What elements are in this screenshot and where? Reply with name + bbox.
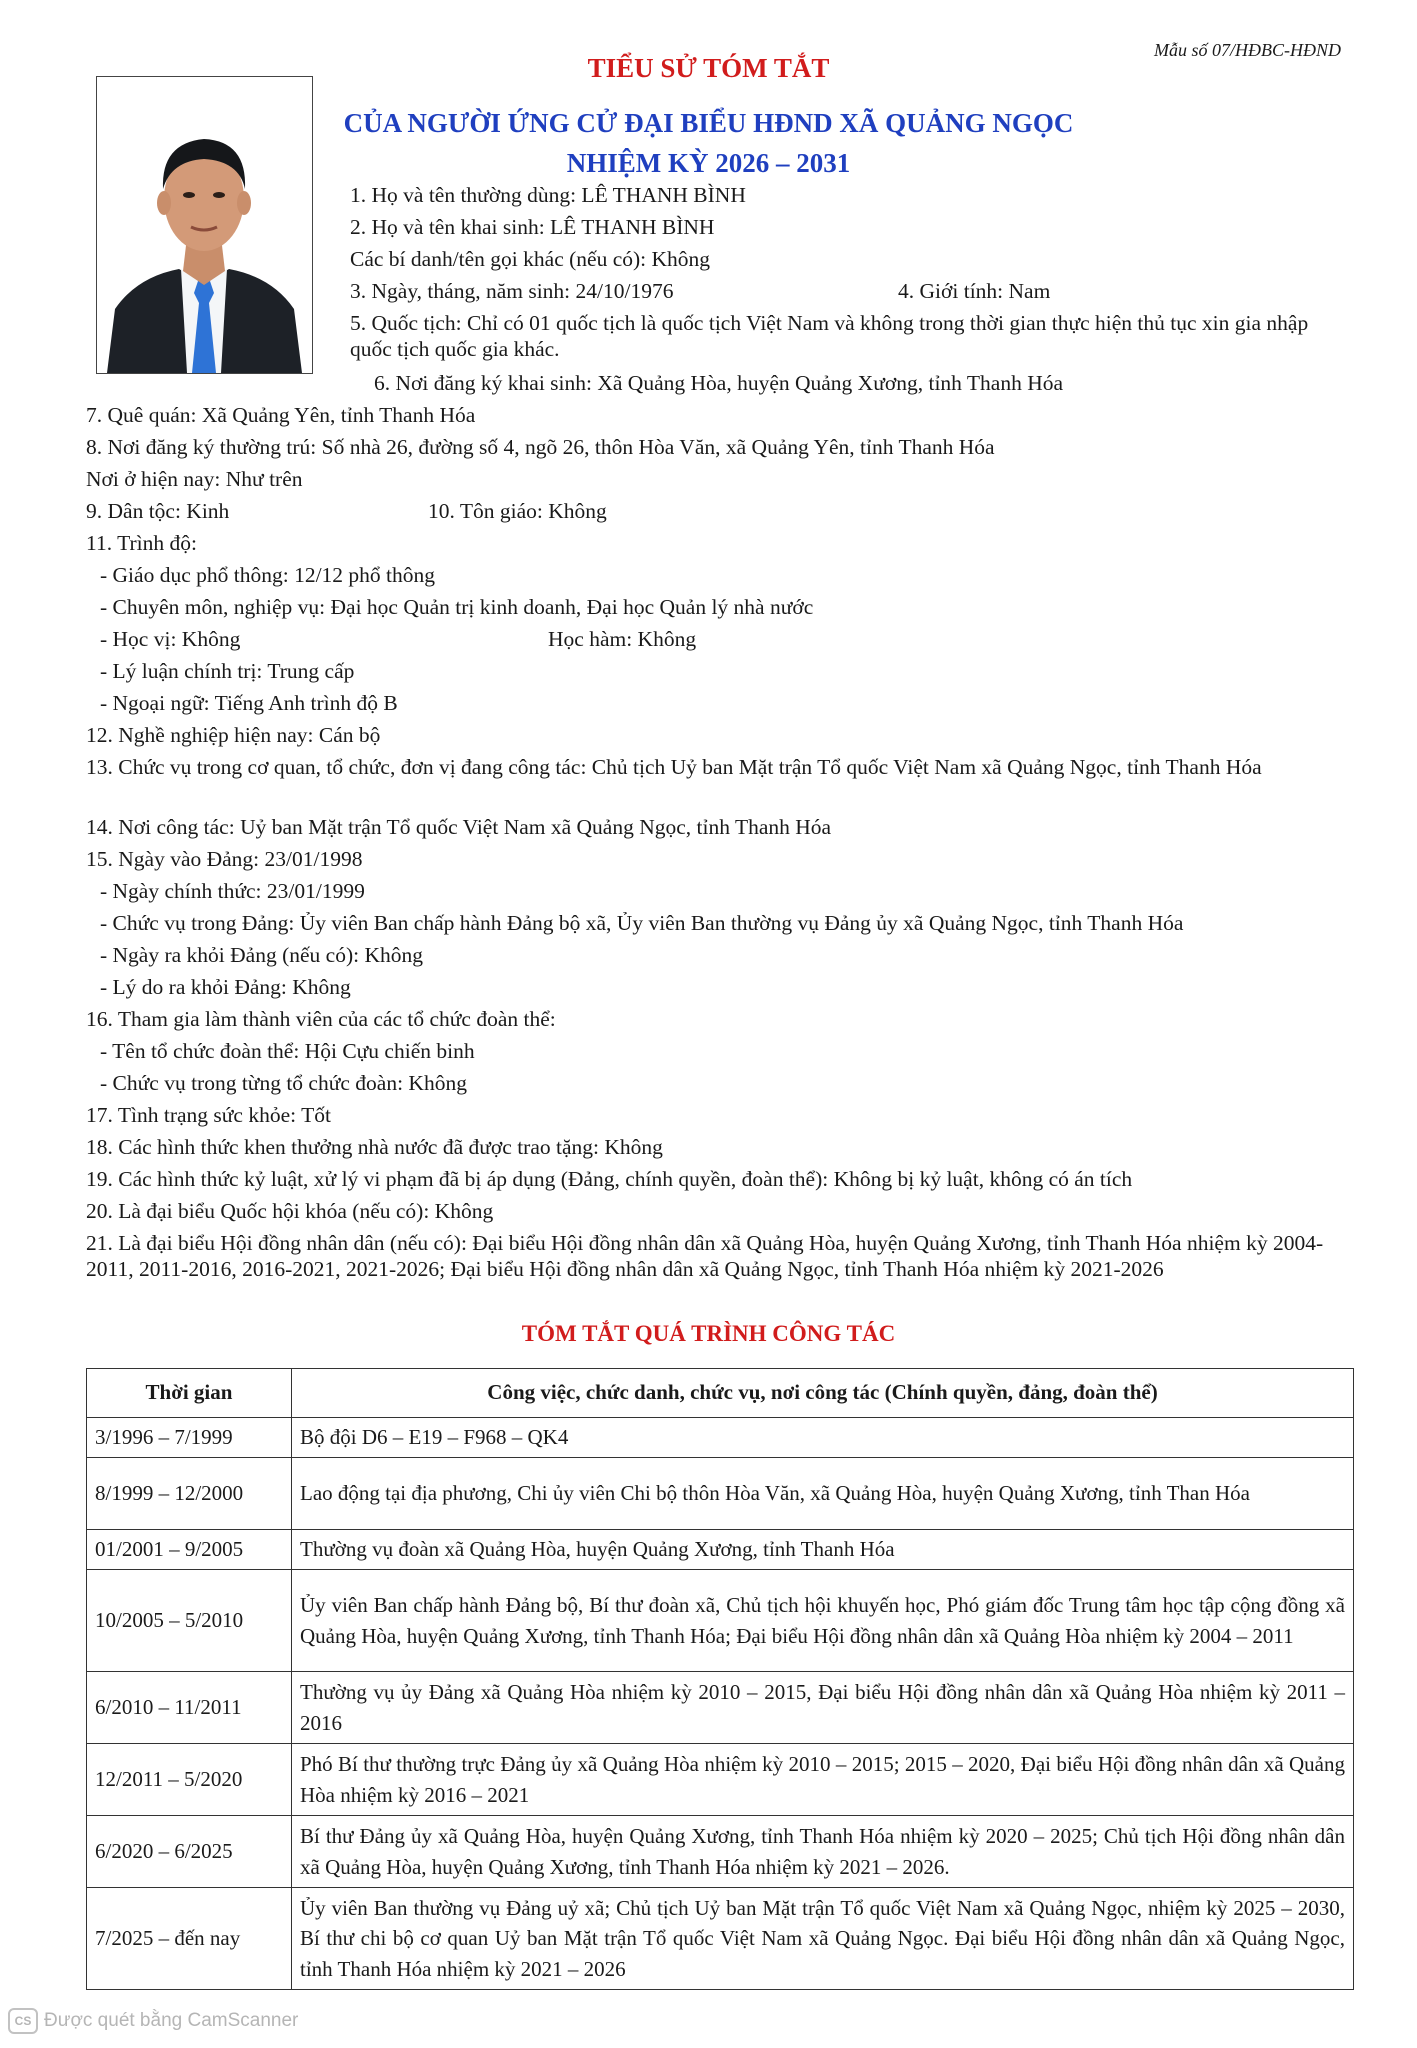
row-description: Ủy viên Ban thường vụ Đảng uỷ xã; Chủ tịch Uỷ ban Mặt trận Tổ quốc Việt Nam xã Quảng Ngọc, nhiệm kỳ 2025 – 2030, Bí thư chi bộ cơ quan Uỷ ban Mặt trận Tổ quốc Việt Nam xã Quảng Ngọc. Đại biểu Hội đồng nhân dân xã Quảng Ngọc, tỉnh Thanh Hóa nhiệm kỳ 2021 – 2026 <box>292 1888 1354 1990</box>
work-history-table <box>86 1368 1354 1990</box>
column-description: Công việc, chức danh, chức vụ, nơi công tác (Chính quyền, đảng, đoàn thể) <box>292 1369 1354 1418</box>
camscanner-icon: CS <box>8 2008 38 2034</box>
title-line-3: NHIỆM KỲ 2026 – 2031 <box>566 148 851 178</box>
row-description: Ủy viên Ban chấp hành Đảng bộ, Bí thư đoàn xã, Chủ tịch hội khuyến học, Phó giám đốc Trung tâm học tập cộng đồng xã Quảng Hòa, huyện Quảng Xương, tỉnh Thanh Hóa; Đại biểu Hội đồng nhân dân xã Quảng Hòa nhiệm kỳ 2004 – 2011 <box>292 1570 1354 1672</box>
bio-workplace: 14. Nơi công tác: Uỷ ban Mặt trận Tổ quốc Việt Nam xã Quảng Ngọc, tỉnh Thanh Hóa <box>86 815 832 839</box>
row-period: 01/2001 – 9/2005 <box>87 1530 292 1570</box>
bio-organizations: 16. Tham gia làm thành viên của các tổ chức đoàn thể: <box>86 1007 556 1031</box>
table-header-row <box>87 1369 1354 1418</box>
row-description: Bí thư Đảng ủy xã Quảng Hòa, huyện Quảng Xương, tỉnh Thanh Hóa nhiệm kỳ 2020 – 2025; Chủ tịch Hội đồng nhân dân xã Quảng Hòa, huyện Quảng Xương, tỉnh Thanh Hóa nhiệm kỳ 2021 – 2026. <box>292 1816 1354 1888</box>
bio-aliases: Các bí danh/tên gọi khác (nếu có): Không <box>350 247 711 271</box>
row-description: Bộ đội D6 – E19 – F968 – QK4 <box>292 1418 1354 1458</box>
table-row <box>87 1418 1354 1458</box>
scanner-watermark <box>8 2008 298 2034</box>
bio-professional: - Chuyên môn, nghiệp vụ: Đại học Quản trị kinh doanh, Đại học Quản lý nhà nước <box>100 595 814 619</box>
row-description: Thường vụ đoàn xã Quảng Hòa, huyện Quảng Xương, tỉnh Thanh Hóa <box>292 1530 1354 1570</box>
bio-occupation: 12. Nghề nghiệp hiện nay: Cán bộ <box>86 723 381 747</box>
table-row <box>87 1458 1354 1530</box>
bio-nationality: 5. Quốc tịch: Chỉ có 01 quốc tịch là quốc tịch Việt Nam và không trong thời gian thực hiện thủ tục xin gia nhập quốc tịch quốc gia khác. <box>350 311 1309 361</box>
table-row <box>87 1744 1354 1816</box>
work-history-title: TÓM TẮT QUÁ TRÌNH CÔNG TÁC <box>521 1321 896 1346</box>
row-period: 6/2020 – 6/2025 <box>87 1816 292 1888</box>
bio-national-assembly: 20. Là đại biểu Quốc hội khóa (nếu có): Không <box>86 1199 494 1223</box>
bio-common-name: 1. Họ và tên thường dùng: LÊ THANH BÌNH <box>350 183 746 207</box>
bio-party-join-date: 15. Ngày vào Đảng: 23/01/1998 <box>86 847 363 871</box>
form-number: Mẫu số 07/HĐBC-HĐND <box>1154 40 1341 60</box>
bio-current-residence: Nơi ở hiện nay: Như trên <box>86 467 303 491</box>
bio-ethnicity: 9. Dân tộc: Kinh <box>86 499 230 523</box>
bio-political-theory: - Lý luận chính trị: Trung cấp <box>100 659 355 683</box>
bio-general-education: - Giáo dục phổ thông: 12/12 phổ thông <box>100 563 436 587</box>
column-period: Thời gian <box>87 1369 292 1418</box>
bio-organization-position: - Chức vụ trong từng tổ chức đoàn: Không <box>100 1071 467 1095</box>
bio-religion: 10. Tôn giáo: Không <box>428 499 607 523</box>
row-description: Lao động tại địa phương, Chi ủy viên Chi bộ thôn Hòa Văn, xã Quảng Hòa, huyện Quảng Xương, tỉnh Than Hóa <box>292 1458 1354 1530</box>
bio-birth-registration: 6. Nơi đăng ký khai sinh: Xã Quảng Hòa, huyện Quảng Xương, tỉnh Thanh Hóa <box>374 371 1064 395</box>
bio-awards: 18. Các hình thức khen thưởng nhà nước đã được trao tặng: Không <box>86 1135 663 1159</box>
table-row <box>87 1530 1354 1570</box>
title-line-2: CỦA NGƯỜI ỨNG CỬ ĐẠI BIỂU HĐND XÃ QUẢNG NGỌC <box>343 108 1074 138</box>
bio-education-heading: 11. Trình độ: <box>86 531 197 555</box>
table-row <box>87 1816 1354 1888</box>
bio-foreign-language: - Ngoại ngữ: Tiếng Anh trình độ B <box>100 691 398 715</box>
bio-health: 17. Tình trạng sức khỏe: Tốt <box>86 1103 331 1127</box>
bio-discipline: 19. Các hình thức kỷ luật, xử lý vi phạm đã bị áp dụng (Đảng, chính quyền, đoàn thể): Không bị kỷ luật, không có án tích <box>86 1167 1133 1191</box>
bio-permanent-residence: 8. Nơi đăng ký thường trú: Số nhà 26, đường số 4, ngõ 26, thôn Hòa Văn, xã Quảng Yên, tỉnh Thanh Hóa <box>86 435 995 459</box>
row-period: 12/2011 – 5/2020 <box>87 1744 292 1816</box>
row-description: Phó Bí thư thường trực Đảng ủy xã Quảng Hòa nhiệm kỳ 2010 – 2015; 2015 – 2020, Đại biểu Hội đồng nhân dân xã Quảng Hòa nhiệm kỳ 2016 – 2021 <box>292 1744 1354 1816</box>
bio-academic-title: Học hàm: Không <box>548 627 697 651</box>
bio-party-official-date: - Ngày chính thức: 23/01/1999 <box>100 879 365 903</box>
bio-council-delegate: 21. Là đại biểu Hội đồng nhân dân (nếu có): Đại biểu Hội đồng nhân dân xã Quảng Hòa, huyện Quảng Xương, tỉnh Thanh Hóa nhiệm kỳ 2004-2011, 2011-2016, 2016-2021, 2021-2026; Đại biểu Hội đồng nhân dân xã Quảng Ngọc, tỉnh Thanh Hóa nhiệm kỳ 2021-2026 <box>86 1231 1324 1281</box>
bio-organization-name: - Tên tổ chức đoàn thể: Hội Cựu chiến binh <box>100 1039 475 1063</box>
table-row <box>87 1672 1354 1744</box>
row-period: 3/1996 – 7/1999 <box>87 1418 292 1458</box>
row-period: 6/2010 – 11/2011 <box>87 1672 292 1744</box>
bio-degree: - Học vị: Không <box>100 627 241 651</box>
bio-party-position: - Chức vụ trong Đảng: Ủy viên Ban chấp hành Đảng bộ xã, Ủy viên Ban thường vụ Đảng ủy xã Quảng Ngọc, tỉnh Thanh Hóa <box>100 911 1184 935</box>
row-description: Thường vụ ủy Đảng xã Quảng Hòa nhiệm kỳ 2010 – 2015, Đại biểu Hội đồng nhân dân xã Quảng Hòa nhiệm kỳ 2011 – 2016 <box>292 1672 1354 1744</box>
table-row <box>87 1570 1354 1672</box>
bio-birth-date: 3. Ngày, tháng, năm sinh: 24/10/1976 <box>350 279 674 303</box>
bio-birth-name: 2. Họ và tên khai sinh: LÊ THANH BÌNH <box>350 215 715 239</box>
scanner-watermark-text: Được quét bằng CamScanner <box>44 2009 299 2031</box>
bio-party-leave-date: - Ngày ra khỏi Đảng (nếu có): Không <box>100 943 424 967</box>
bio-hometown: 7. Quê quán: Xã Quảng Yên, tỉnh Thanh Hóa <box>86 403 476 427</box>
table-row <box>87 1888 1354 1990</box>
row-period: 10/2005 – 5/2010 <box>87 1570 292 1672</box>
bio-party-leave-reason: - Lý do ra khỏi Đảng: Không <box>100 975 351 999</box>
row-period: 8/1999 – 12/2000 <box>87 1458 292 1530</box>
row-period: 7/2025 – đến nay <box>87 1888 292 1990</box>
title-line-1: TIỂU SỬ TÓM TẮT <box>587 53 830 83</box>
bio-position: 13. Chức vụ trong cơ quan, tổ chức, đơn vị đang công tác: Chủ tịch Uỷ ban Mặt trận Tổ quốc Việt Nam xã Quảng Ngọc, tỉnh Thanh Hóa <box>86 755 1262 779</box>
bio-gender: 4. Giới tính: Nam <box>898 279 1051 303</box>
